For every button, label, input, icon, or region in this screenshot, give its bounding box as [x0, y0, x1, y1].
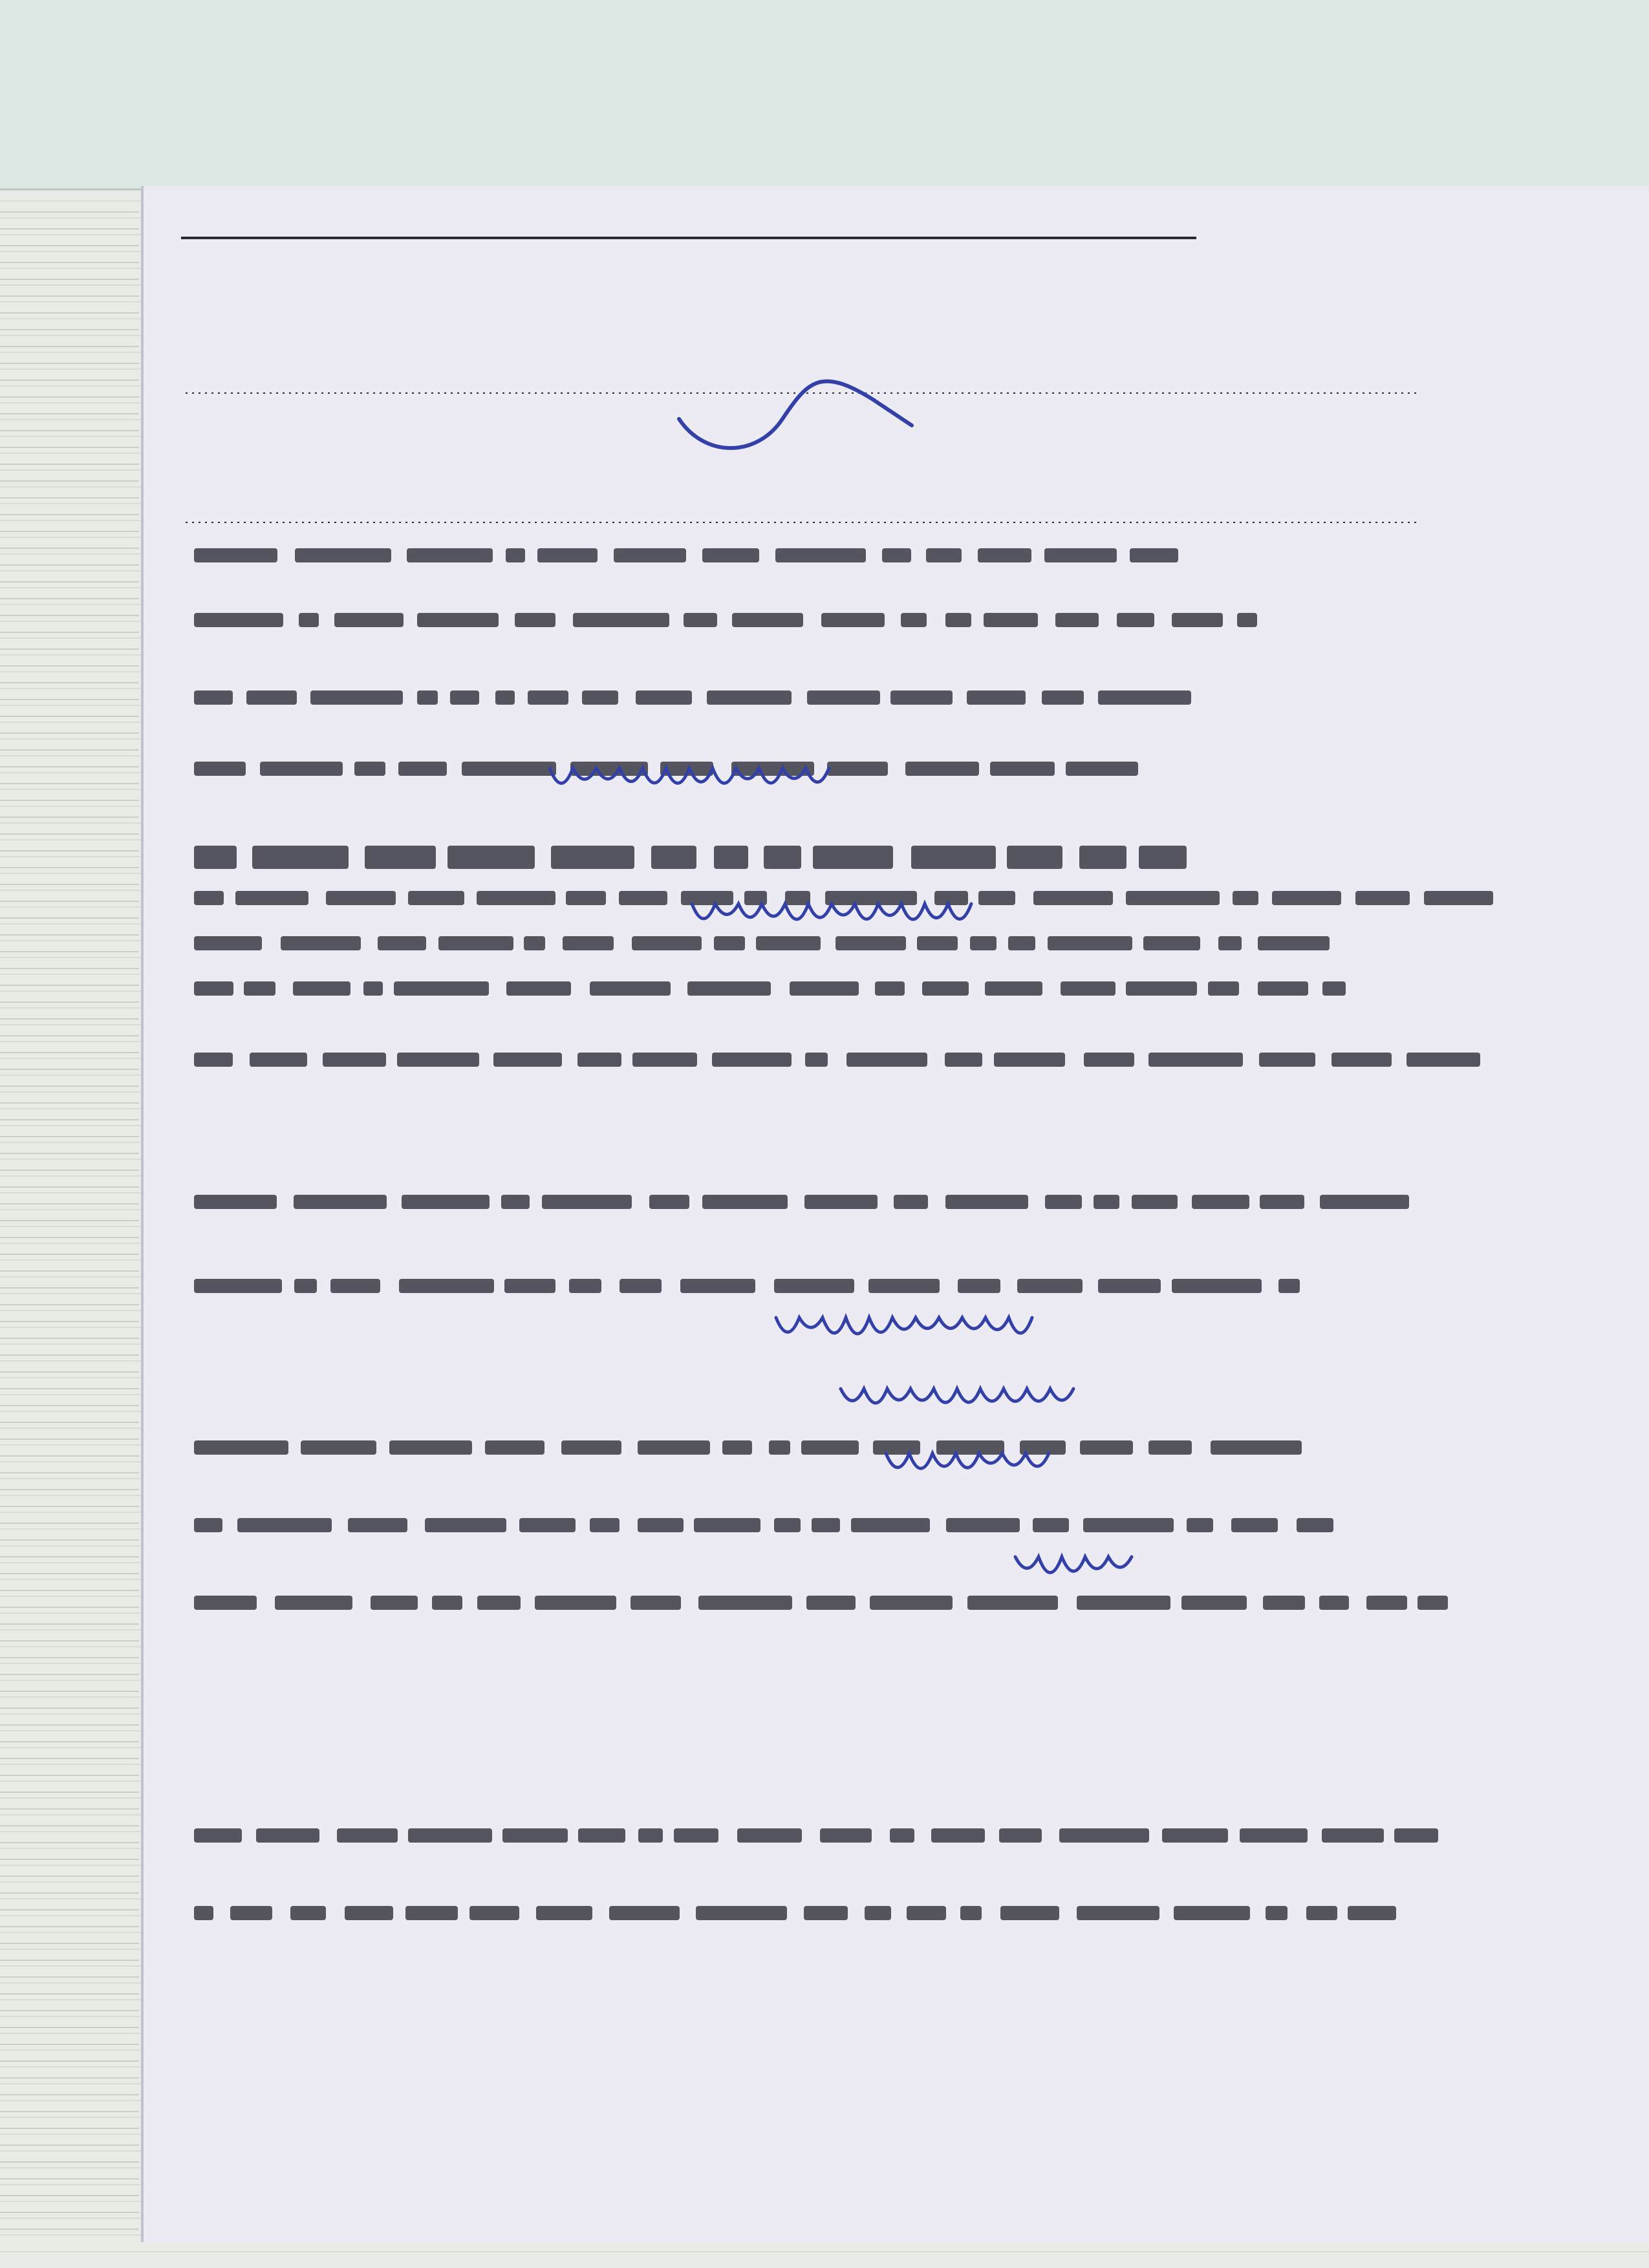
print-line [194, 891, 1493, 905]
print-line [194, 846, 1187, 869]
top-strip [0, 0, 1649, 189]
print-line [194, 981, 1346, 996]
print-line [194, 1279, 1300, 1293]
main-sheet [142, 186, 1649, 2242]
